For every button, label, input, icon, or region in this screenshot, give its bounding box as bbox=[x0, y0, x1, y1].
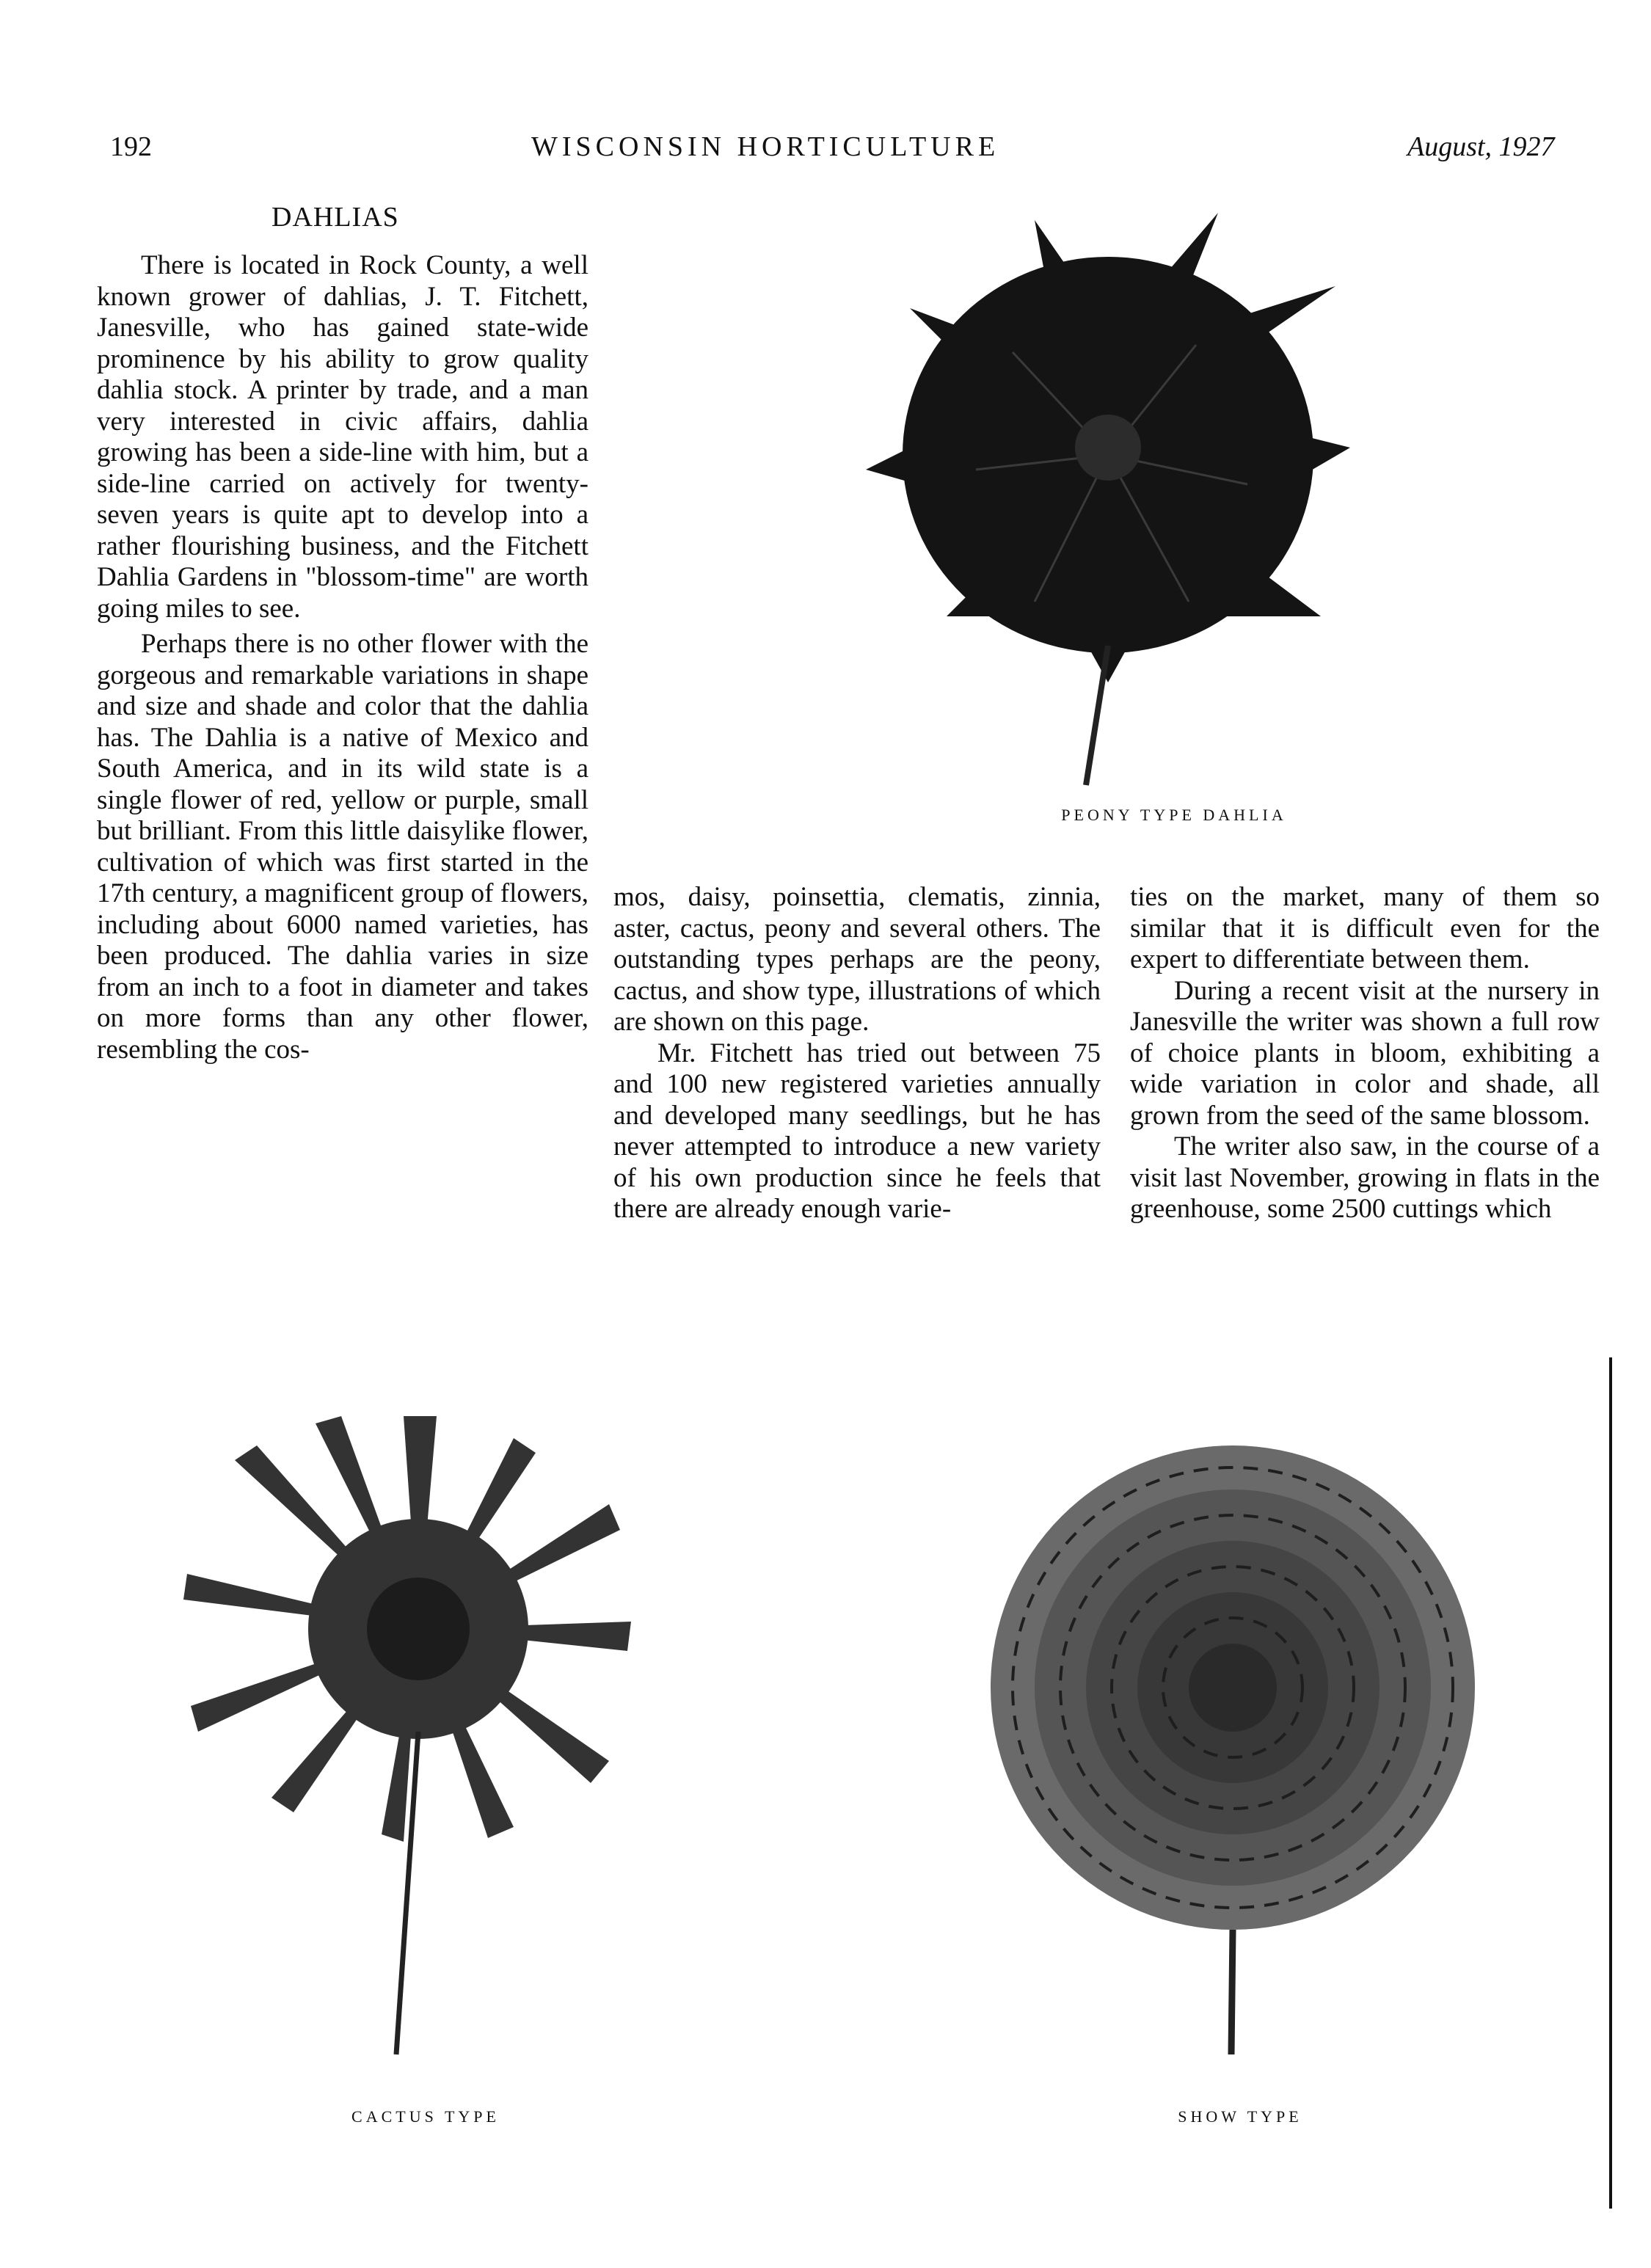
paragraph: There is located in Rock County, a well known grower of dahlias, J. T. Fitchett, Janesville, who has gained state-wide prominence by his ability to grow quality dahlia stock. A printer by trade, and a man very interested in civic affairs, dahlia growing has been a side-line with him, but a side-line carried on actively for twenty-seven years is quite apt to develop into a rather flourishing business, and the Fitchett Dahlia Gardens in "blossom-time" are worth going miles to see. bbox=[97, 250, 588, 624]
text-column-1 bbox=[97, 250, 588, 1065]
show-dahlia-photo bbox=[983, 1438, 1482, 2069]
text-column-3 bbox=[1130, 882, 1600, 1225]
journal-title: WISCONSIN HORTICULTURE bbox=[531, 131, 1000, 162]
paragraph: During a recent visit at the nursery in Janesville the writer was shown a full row of choice plants in bloom, exhibiting a wide variation in color and shade, all grown from the seed of the same blossom. bbox=[1130, 975, 1600, 1131]
cactus-dahlia-photo bbox=[183, 1416, 638, 2062]
article-title: DAHLIAS bbox=[271, 202, 399, 233]
paragraph: ties on the market, many of them so similar that it is difficult even for the expert to differentiate between them. bbox=[1130, 882, 1600, 974]
paragraph: Mr. Fitchett has tried out between 75 and 100 new registered varieties annually and developed many seedlings, but he has never attempted to introduce a new variety of his own production since he feels that there are already enough varie- bbox=[613, 1038, 1101, 1224]
cactus-caption: CACTUS TYPE bbox=[351, 2107, 500, 2126]
paragraph: mos, daisy, poinsettia, clematis, zinnia, aster, cactus, peony and several others. The outstanding types perhaps are the peony, cactus, and show type, illustrations of which are shown on this page. bbox=[613, 882, 1101, 1037]
peony-dahlia-photo bbox=[866, 205, 1365, 792]
peony-caption: PEONY TYPE DAHLIA bbox=[1061, 806, 1287, 824]
page-number: 192 bbox=[110, 131, 152, 162]
show-caption: SHOW TYPE bbox=[1178, 2107, 1302, 2126]
paragraph: The writer also saw, in the course of a visit last November, growing in flats in the greenhouse, some 2500 cuttings which bbox=[1130, 1131, 1600, 1224]
paragraph: Perhaps there is no other flower with the gorgeous and remarkable variations in shape and size and shade and color that the dahlia has. The Dahlia is a native of Mexico and South America, and in its wild state is a single flower of red, yellow or purple, small but brilliant. From this little daisylike flower, cultivation of which was first started in the 17th century, a magnificent group of flowers, including about 6000 named varieties, has been produced. The dahlia varies in size from an inch to a foot in diameter and takes on more forms than any other flower, resembling the cos- bbox=[97, 629, 588, 1065]
text-column-2 bbox=[613, 882, 1101, 1225]
issue-date: August, 1927 bbox=[1407, 131, 1555, 162]
column-rule bbox=[1609, 1357, 1612, 2209]
